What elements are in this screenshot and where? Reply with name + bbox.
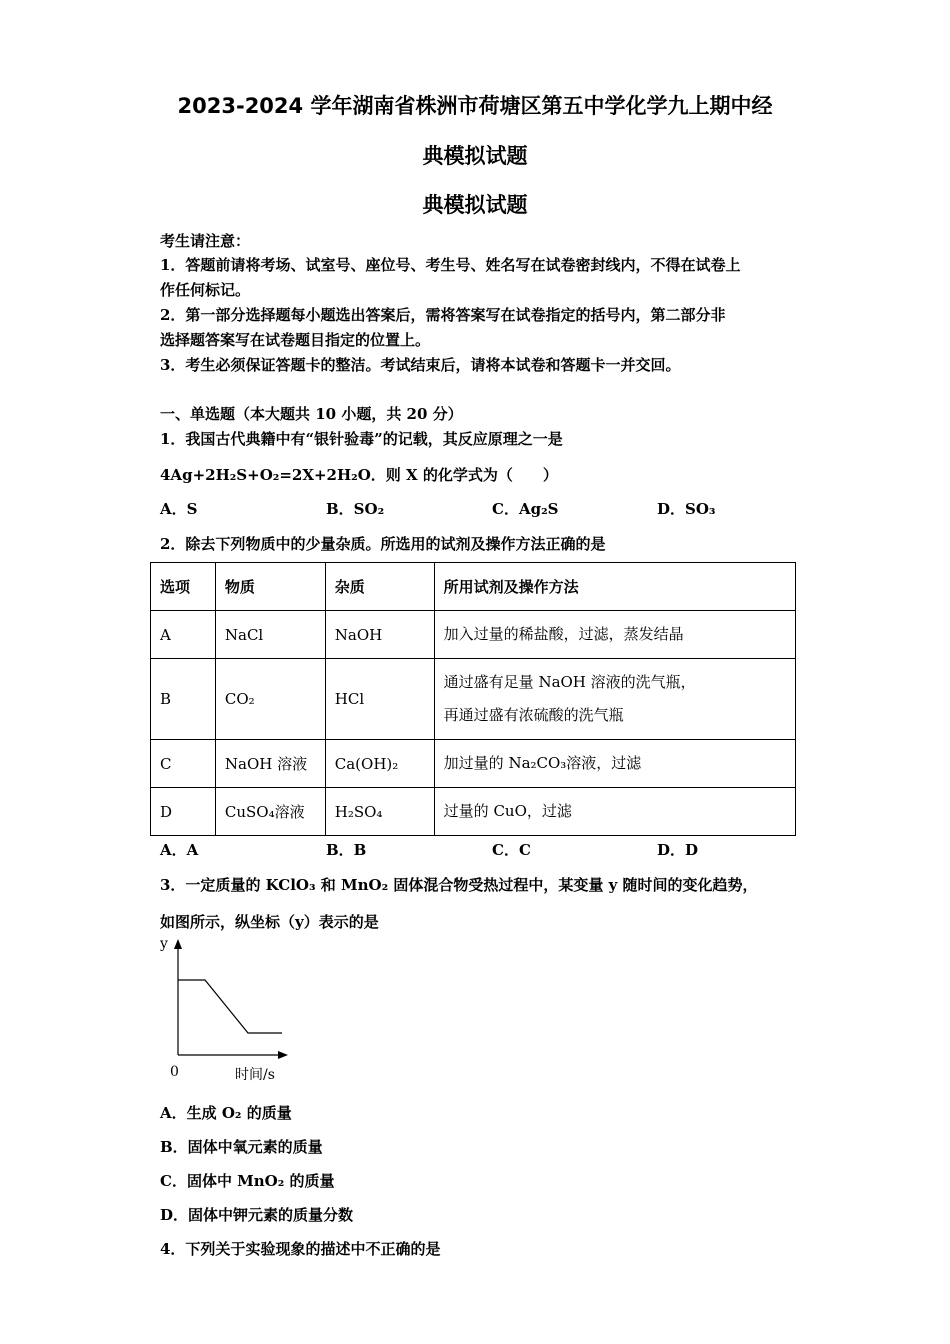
q2-option-a: A．A (160, 841, 199, 859)
exam-title-line3: 典模拟试题 (422, 193, 528, 217)
row-substance: CuSO₄溶液 (215, 788, 325, 836)
row-method-line: 再通过盛有浓硫酸的洗气瓶 (443, 706, 624, 724)
row-impurity: H₂SO₄ (325, 788, 434, 836)
row-substance: CO₂ (215, 659, 325, 740)
notice-item2-a: 2．第一部分选择题每小题选出答案后，需将答案写在试卷指定的括号内，第二部分非 (160, 306, 726, 324)
row-method (434, 611, 795, 659)
header-method: 所用试剂及操作方法 (434, 563, 795, 611)
notice-heading: 考生请注意： (160, 232, 251, 250)
q1-option-b: B．SO₂ (326, 500, 385, 518)
q2-table (150, 562, 796, 836)
section-heading: 一、单选题（本大题共 10 小题，共 20 分） (160, 405, 463, 423)
q1-option-c: C．Ag₂S (492, 500, 559, 518)
q2-option-b: B．B (326, 841, 367, 859)
exam-title-line2: 典模拟试题 (422, 144, 528, 168)
notice-item2-b: 选择题答案写在试卷题目指定的位置上。 (160, 331, 431, 349)
q2-stem: 2．除去下列物质中的少量杂质。所选用的试剂及操作方法正确的是 (160, 535, 606, 553)
row-method-line: 加过量的 Na₂CO₃溶液，过滤 (443, 754, 642, 772)
q3-option-d: D．固体中钾元素的质量分数 (160, 1206, 354, 1224)
row-option: A (151, 611, 216, 659)
q3-stem-line2: 如图所示，纵坐标（y）表示的是 (160, 913, 379, 931)
row-option: C (151, 740, 216, 788)
q1-equation: 4Ag+2H₂S+O₂=2X+2H₂O．则 X 的化学式为（ ） (160, 466, 558, 484)
table-header-row (151, 563, 796, 611)
q3-stem-line1: 3．一定质量的 KClO₃ 和 MnO₂ 固体混合物受热过程中，某变量 y 随时间的变化趋势， (160, 876, 758, 894)
x-axis-arrow-icon (278, 1051, 288, 1059)
table-row (151, 611, 796, 659)
row-impurity: HCl (325, 659, 434, 740)
row-method (434, 659, 795, 740)
q1-stem: 1．我国古代典籍中有“银针验毒”的记载，其反应原理之一是 (160, 430, 563, 448)
graph-origin-label: 0 (170, 1064, 179, 1080)
row-substance: NaCl (215, 611, 325, 659)
q3-graph (150, 935, 310, 1085)
y-axis-arrow-icon (174, 939, 182, 949)
q3-option-c: C．固体中 MnO₂ 的质量 (160, 1172, 335, 1190)
row-method-line: 过量的 CuO，过滤 (443, 802, 572, 820)
q3-option-a: A．生成 O₂ 的质量 (160, 1104, 292, 1122)
q3-option-b: B．固体中氧元素的质量 (160, 1138, 323, 1156)
header-impurity: 杂质 (325, 563, 434, 611)
q2-option-c: C．C (492, 841, 531, 859)
q1-option-d: D．SO₃ (657, 500, 716, 518)
table-row (151, 740, 796, 788)
row-impurity: NaOH (325, 611, 434, 659)
notice-item3: 3．考生必须保证答题卡的整洁。考试结束后，请将本试卷和答题卡一并交回。 (160, 356, 681, 374)
exam-title-line1: 2023-2024 学年湖南省株洲市荷塘区第五中学化学九上期中经 (177, 94, 773, 118)
row-method-line: 通过盛有足量 NaOH 溶液的洗气瓶， (443, 673, 696, 691)
notice-item1-b: 作任何标记。 (160, 281, 251, 299)
graph-x-label: 时间/s (235, 1067, 275, 1083)
row-option: D (151, 788, 216, 836)
q4-stem: 4．下列关于实验现象的描述中不正确的是 (160, 1240, 441, 1258)
row-method-line: 加入过量的稀盐酸，过滤，蒸发结晶 (443, 625, 684, 643)
row-option: B (151, 659, 216, 740)
header-option: 选项 (151, 563, 216, 611)
header-substance: 物质 (215, 563, 325, 611)
row-method (434, 788, 795, 836)
graph-y-label: y (160, 936, 168, 952)
notice-item1-a: 1．答题前请将考场、试室号、座位号、考生号、姓名写在试卷密封线内，不得在试卷上 (160, 256, 741, 274)
row-substance: NaOH 溶液 (215, 740, 325, 788)
q2-option-d: D．D (657, 841, 699, 859)
q1-option-a: A．S (160, 500, 198, 518)
table-row (151, 659, 796, 740)
row-method (434, 740, 795, 788)
row-impurity: Ca(OH)₂ (325, 740, 434, 788)
table-row (151, 788, 796, 836)
trend-line (178, 980, 282, 1033)
